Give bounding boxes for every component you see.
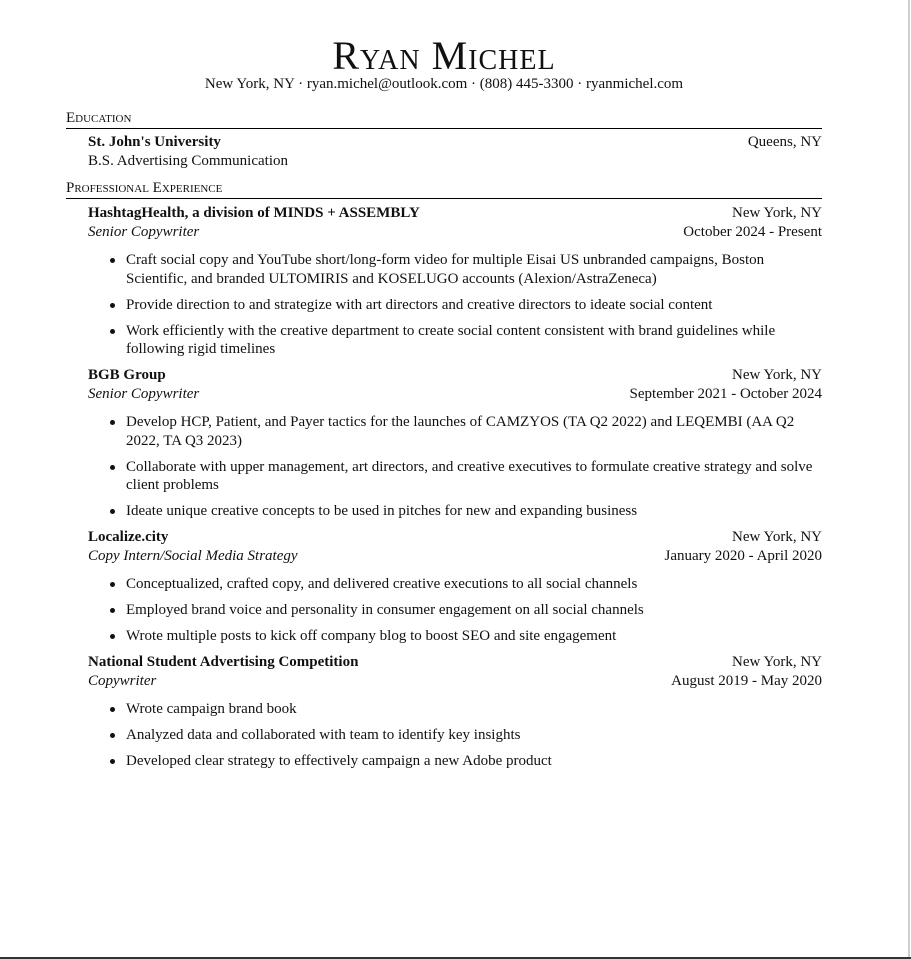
job-title: Senior Copywriter (88, 223, 200, 240)
bullet-list (88, 413, 822, 521)
bullet-list (88, 575, 822, 646)
bullet-item: Ideate unique creative concepts to be used in pitches for new and expanding business (126, 502, 822, 521)
bullet-item: Work efficiently with the creative department to create social content consistent with brand guidelines while following rigid timelines (126, 322, 822, 359)
resume-name: Ryan Michel (332, 33, 556, 78)
job-title: Copywriter (88, 672, 157, 689)
job-entry (66, 366, 822, 521)
job-title: Senior Copywriter (88, 385, 200, 402)
job-dates: August 2019 - May 2020 (671, 672, 822, 689)
job-dates: September 2021 - October 2024 (629, 385, 822, 402)
job-location: New York, NY (731, 529, 822, 545)
education-entry (66, 133, 822, 170)
bullet-item: Develop HCP, Patient, and Payer tactics for the launches of CAMZYOS (TA Q2 2022) and LEQEMBI (AA Q2 2022, TA Q3 2023) (126, 413, 822, 450)
bullet-item: Analyzed data and collaborated with team to identify key insights (126, 726, 822, 745)
experience-list (66, 204, 822, 771)
company: HashtagHealth, a division of MINDS + ASSEMBLY (88, 205, 420, 221)
job-dates: October 2024 - Present (683, 223, 822, 240)
bullet-list (88, 251, 822, 359)
company: Localize.city (88, 529, 169, 545)
bullet-item: Employed brand voice and personality in consumer engagement on all social channels (126, 601, 822, 620)
job-location: New York, NY (731, 205, 822, 221)
section-rule (66, 128, 822, 129)
job-entry (66, 528, 822, 646)
school-location: Queens, NY (747, 134, 822, 150)
bullet-item: Collaborate with upper management, art directors, and creative executives to formulate creative strategy and solve client problems (126, 458, 822, 495)
degree: B.S. Advertising Communication (88, 152, 289, 169)
education-heading: Education (66, 110, 132, 126)
bullet-item: Craft social copy and YouTube short/long-form video for multiple Eisai US unbranded campaigns, Boston Scientific, and branded ULTOMIRIS and KOSELUGO accounts (Alexion/AstraZeneca) (126, 251, 822, 288)
bullet-list (88, 700, 822, 771)
school: St. John's University (88, 134, 221, 150)
job-location: New York, NY (731, 654, 822, 670)
company: BGB Group (88, 367, 166, 383)
bullet-item: Wrote campaign brand book (126, 700, 822, 719)
job-location: New York, NY (731, 367, 822, 383)
job-title: Copy Intern/Social Media Strategy (88, 547, 298, 564)
section-rule (66, 198, 822, 199)
job-entry (66, 204, 822, 359)
page-edge-right (908, 0, 910, 957)
contact-line: New York, NY · ryan.michel@outlook.com · (808) 445-3300 · ryanmichel.com (204, 76, 684, 92)
job-entry (66, 653, 822, 771)
bullet-item: Developed clear strategy to effectively campaign a new Adobe product (126, 752, 822, 771)
job-dates: January 2020 - April 2020 (664, 547, 822, 564)
experience-heading: Professional Experience (66, 180, 223, 196)
resume-page (66, 0, 822, 778)
company: National Student Advertising Competition (88, 654, 359, 670)
bullet-item: Provide direction to and strategize with art directors and creative directors to ideate social content (126, 296, 822, 315)
bullet-item: Conceptualized, crafted copy, and delivered creative executions to all social channels (126, 575, 822, 594)
bullet-item: Wrote multiple posts to kick off company blog to boost SEO and site engagement (126, 627, 822, 646)
